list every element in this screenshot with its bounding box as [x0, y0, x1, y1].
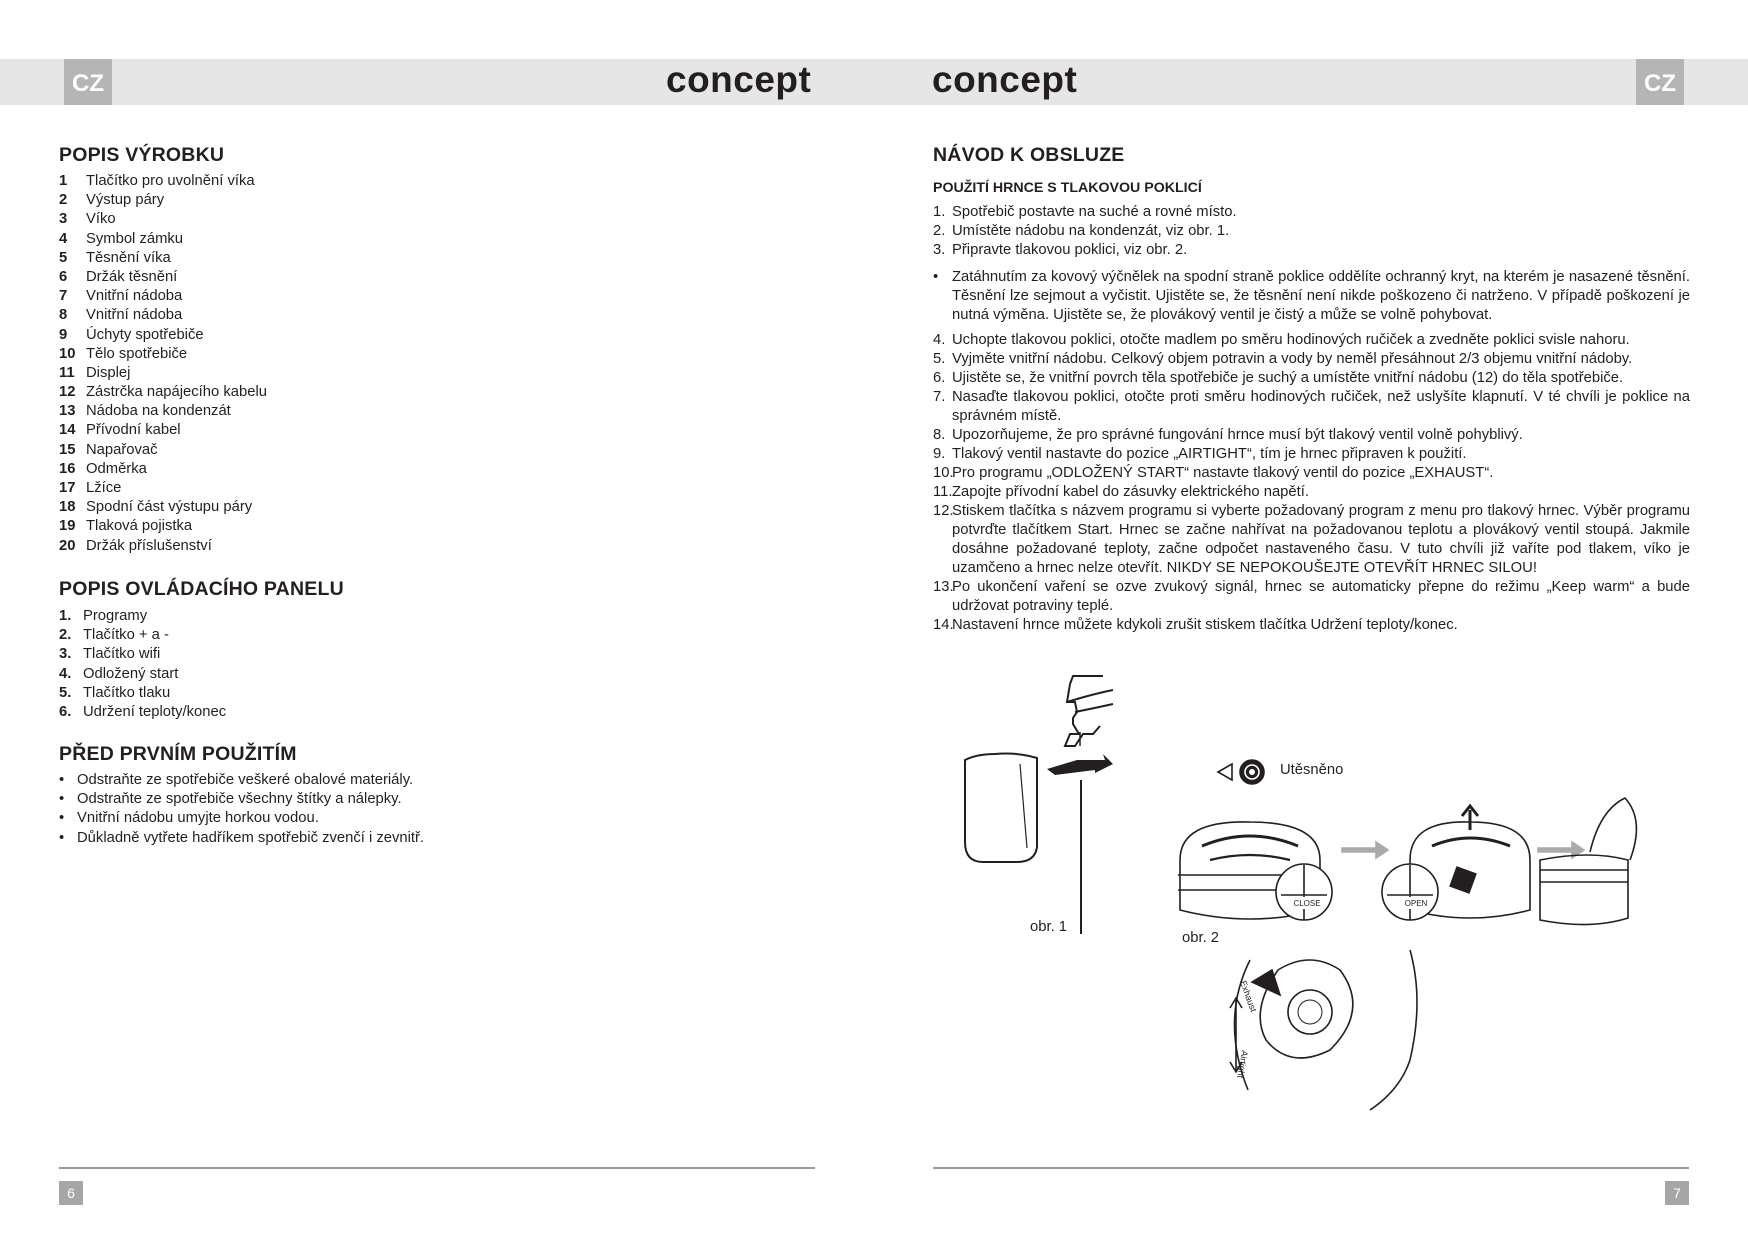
language-badge-left: CZ: [64, 59, 112, 105]
cooker-open-lid: [1540, 855, 1628, 925]
item-label: Symbol zámku: [86, 230, 184, 247]
list-item: [59, 537, 267, 556]
list-item: [59, 684, 226, 703]
item-label: Zástrčka napájecího kabelu: [86, 384, 267, 401]
item-number: 12: [59, 384, 76, 401]
item-number: 17: [59, 480, 76, 496]
instructions-subheading: POUŽITÍ HRNCE S TLAKOVOU POKLICÍ: [933, 180, 1202, 196]
item-number: 9: [59, 326, 68, 343]
list-item: [59, 230, 267, 249]
steps-list-b: [933, 331, 1690, 635]
list-item: [59, 383, 267, 402]
item-number: 4.: [59, 665, 72, 682]
item-label: Udržení teploty/konec: [83, 703, 227, 720]
item-label: Odstraňte ze spotřebiče všechny štítky a nálepky.: [77, 791, 402, 808]
list-item: [59, 210, 267, 229]
list-item: [59, 829, 424, 848]
step-text: Po ukončení vaření se ozve zvukový signál, hrnec se automaticky přepne do režimu „Keep warm“ a bude udržovat potraviny teplé.: [952, 579, 1690, 614]
item-label: Displej: [86, 364, 131, 381]
close-indicator: [1290, 897, 1324, 909]
instruction-step: [933, 241, 1690, 260]
brand-logo-left: concept: [666, 59, 812, 100]
step-text: Zatáhnutím za kovový výčnělek na spodní straně poklice oddělíte ochranný kryt, na kterém je nasazené těsnění. Těsnění lze sejmout a vyčistit. Ujistěte se, že těsnění není nikde poškozeno či natrženo. V případě poškození je nutná výměna. Ujistěte se, že plovákový ventil je čistý a může se volně pohybovat.: [952, 269, 1690, 323]
step-number: 14.: [933, 617, 954, 633]
step-number: 6.: [933, 370, 946, 386]
list-item: [59, 498, 267, 517]
step-number: 5.: [933, 351, 946, 367]
step-text: Upozorňujeme, že pro správné fungování hrnce musí být tlakový ventil volně pohyblivý.: [952, 427, 1523, 443]
item-label: Vnitřní nádoba: [86, 288, 183, 305]
product-heading: POPIS VÝROBKU: [59, 144, 225, 166]
list-item: [59, 421, 267, 440]
list-item: [59, 771, 424, 790]
instruction-step: [933, 616, 1690, 635]
item-label: Přívodní kabel: [86, 422, 181, 439]
item-label: Vnitřní nádobu umyjte horkou vodou.: [77, 810, 319, 827]
item-label: Držák těsnění: [86, 268, 178, 285]
item-number: 13: [59, 403, 76, 420]
footer-rule-left: [59, 1167, 815, 1169]
valve-knob: [1234, 960, 1352, 1090]
instruction-step: [933, 445, 1690, 464]
list-item: [59, 607, 226, 626]
item-label: Držák příslušenství: [86, 537, 212, 554]
item-number: 18: [59, 499, 76, 516]
item-label: Úchyty spotřebiče: [86, 326, 204, 343]
item-label: Tlačítko pro uvolnění víka: [86, 173, 255, 189]
open-label: OPEN: [1404, 899, 1428, 908]
instruction-step: [933, 464, 1690, 483]
open-indicator: [1392, 897, 1428, 909]
step-number: 13.: [933, 579, 954, 595]
instruction-step: [933, 426, 1690, 445]
item-number: 15: [59, 441, 76, 458]
step-text: Zapojte přívodní kabel do zásuvky elektrického napětí.: [952, 484, 1309, 500]
page-number-left: 6: [59, 1181, 83, 1205]
item-number: 20: [59, 537, 76, 554]
item-number: 1.: [59, 608, 72, 624]
step-number: 3.: [933, 242, 946, 258]
step-number: 1.: [933, 204, 946, 220]
list-item: [59, 364, 267, 383]
item-number: 4: [59, 230, 68, 247]
list-item: [59, 191, 267, 210]
list-item: [59, 402, 267, 421]
list-item: [59, 441, 267, 460]
figure-2-illustration: [1170, 750, 1650, 1120]
item-label: Tlačítko + a -: [83, 627, 169, 644]
item-label: Tlačítko wifi: [83, 646, 161, 663]
step-text: Tlakový ventil nastavte do pozice „AIRTIGHT“, tím je hrnec připraven k použití.: [952, 446, 1467, 462]
insert-arrow: [1047, 754, 1113, 775]
list-item: [59, 326, 267, 345]
step-text: Nastavení hrnce můžete kdykoli zrušit stiskem tlačítka Udržení teploty/konec.: [952, 617, 1458, 633]
list-item: [59, 460, 267, 479]
instructions-heading: NÁVOD K OBSLUZE: [933, 144, 1125, 166]
step-number: 4.: [933, 332, 946, 348]
before-first-use-heading: PŘED PRVNÍM POUŽITÍM: [59, 743, 297, 765]
list-item: [59, 172, 267, 191]
step-text: Ujistěte se, že vnitřní povrch těla spotřebiče je suchý a umístěte vnitřní nádobu (12) do těla spotřebiče.: [952, 370, 1624, 386]
item-number: 5: [59, 249, 68, 266]
item-number: 6: [59, 268, 68, 285]
step-number: 7.: [933, 389, 946, 405]
list-item: [59, 626, 226, 645]
item-label: Odměrka: [86, 460, 147, 477]
sealed-icon: [1218, 764, 1232, 780]
footer-rule-right: [933, 1167, 1689, 1169]
item-number: 6.: [59, 703, 72, 720]
item-number: 8: [59, 307, 68, 324]
list-item: [59, 479, 267, 498]
step-text: Nasaďte tlakovou poklici, otočte proti směru hodinových ručiček, než uslyšíte klapnutí. V té chvíli je poklice na správném místě.: [952, 389, 1690, 424]
instruction-step: [933, 369, 1690, 388]
figure-2-caption: obr. 2: [1182, 930, 1220, 946]
instruction-step: [933, 483, 1690, 502]
item-label: Tělo spotřebiče: [86, 345, 188, 362]
list-item: [59, 517, 267, 536]
panel-list: [59, 607, 226, 722]
instruction-step: [933, 388, 1690, 426]
panel-heading: POPIS OVLÁDACÍHO PANELU: [59, 578, 344, 600]
list-item: [59, 665, 226, 684]
instruction-step: [933, 222, 1690, 241]
list-item: [59, 790, 424, 809]
list-item: [59, 703, 226, 722]
step-text: Pro programu „ODLOŽENÝ START“ nastavte tlakový ventil do pozice „EXHAUST“.: [952, 465, 1494, 481]
list-item: [59, 268, 267, 287]
item-label: Důkladně vytřete hadříkem spotřebič zvenčí i zevnitř.: [77, 829, 425, 846]
airtight-label: Airtight: [1235, 1049, 1250, 1079]
item-number: 2.: [59, 627, 72, 644]
item-number: 16: [59, 460, 76, 477]
seal-bullet: [933, 268, 1690, 325]
condensate-cup: [965, 754, 1037, 863]
item-label: Programy: [83, 608, 148, 624]
step-number: •: [933, 269, 939, 285]
instruction-step: [933, 268, 1690, 325]
list-item: [59, 645, 226, 664]
instruction-step: [933, 350, 1690, 369]
item-number: 11: [59, 364, 75, 381]
item-number: 3: [59, 211, 68, 228]
item-number: 3.: [59, 646, 72, 663]
step-text: Stiskem tlačítka s názvem programu si vyberte požadovaný program z menu pro tlakový hrnec. Výběr programu potvrďte tlačítkem Start. Hrnec se začne nahřívat na požadovanou teplotu a plovákový ventil stoupá. Jakmile dosáhne požadované teploty, začne odpočet nastaveného času. V tuto chvíli již vaříte pod tlakem, víko je uzamčeno a hrnec nelze otevřít. NIKDY SE NEPOKOUŠEJTE OTEVŘÍT HRNEC SILOU!: [952, 503, 1690, 576]
item-label: Napařovač: [86, 441, 158, 458]
step-text: Uchopte tlakovou poklici, otočte madlem po směru hodinových ručiček a zvedněte poklici svisle nahoru.: [952, 332, 1630, 348]
exhaust-label: Exhaust: [1238, 979, 1259, 1014]
item-label: Těsnění víka: [86, 249, 171, 266]
list-item: [59, 249, 267, 268]
steps-list-a: [933, 203, 1690, 260]
instruction-step: [933, 331, 1690, 350]
list-item: [59, 306, 267, 325]
instruction-step: [933, 502, 1690, 578]
item-number: 2: [59, 192, 68, 209]
page-number-right: 7: [1665, 1181, 1689, 1205]
parts-list: [59, 172, 267, 556]
language-badge-right: CZ: [1636, 59, 1684, 105]
item-label: Výstup páry: [86, 192, 165, 209]
close-label: CLOSE: [1293, 899, 1321, 908]
list-item: [59, 809, 424, 828]
sealed-label: Utěsněno: [1280, 762, 1344, 778]
brand-logo-right: concept: [932, 59, 1078, 100]
item-label: Tlaková pojistka: [86, 518, 193, 535]
list-item: [59, 287, 267, 306]
item-number: 19: [59, 518, 76, 535]
item-label: Spodní část výstupu páry: [86, 499, 253, 516]
instruction-step: [933, 578, 1690, 616]
step-number: 10.: [933, 465, 954, 481]
figure-1-caption: obr. 1: [1030, 919, 1068, 935]
item-number: 7: [59, 288, 68, 305]
item-label: Víko: [86, 211, 116, 228]
step-text: Umístěte nádobu na kondenzát, viz obr. 1.: [952, 223, 1230, 239]
step-text: Vyjměte vnitřní nádobu. Celkový objem potravin a vody by neměl přesáhnout 2/3 objemu vnitřní nádoby.: [952, 351, 1633, 367]
instruction-step: [933, 203, 1690, 222]
before-first-use-list: [59, 771, 424, 848]
step-number: 2.: [933, 223, 946, 239]
step-text: Připravte tlakovou poklici, viz obr. 2.: [952, 242, 1188, 258]
item-number: 1: [59, 173, 68, 189]
item-label: Tlačítko tlaku: [83, 684, 171, 701]
item-number: 5.: [59, 684, 72, 701]
item-label: Vnitřní nádoba: [86, 307, 183, 324]
step-number: 8.: [933, 427, 946, 443]
figure-1-illustration: [955, 672, 1165, 942]
step-number: 11.: [933, 484, 953, 500]
item-number: 14: [59, 422, 76, 439]
step-number: 12.: [933, 503, 954, 519]
item-label: Odložený start: [83, 665, 179, 682]
cooker-edge: [1065, 676, 1113, 746]
item-label: Odstraňte ze spotřebiče veškeré obalové materiály.: [77, 772, 414, 788]
step-number: 9.: [933, 446, 946, 462]
step-text: Spotřebič postavte na suché a rovné místo.: [952, 204, 1237, 220]
item-label: Lžíce: [86, 480, 122, 496]
item-label: Nádoba na kondenzát: [86, 403, 231, 420]
item-number: 10: [59, 345, 76, 362]
list-item: [59, 345, 267, 364]
